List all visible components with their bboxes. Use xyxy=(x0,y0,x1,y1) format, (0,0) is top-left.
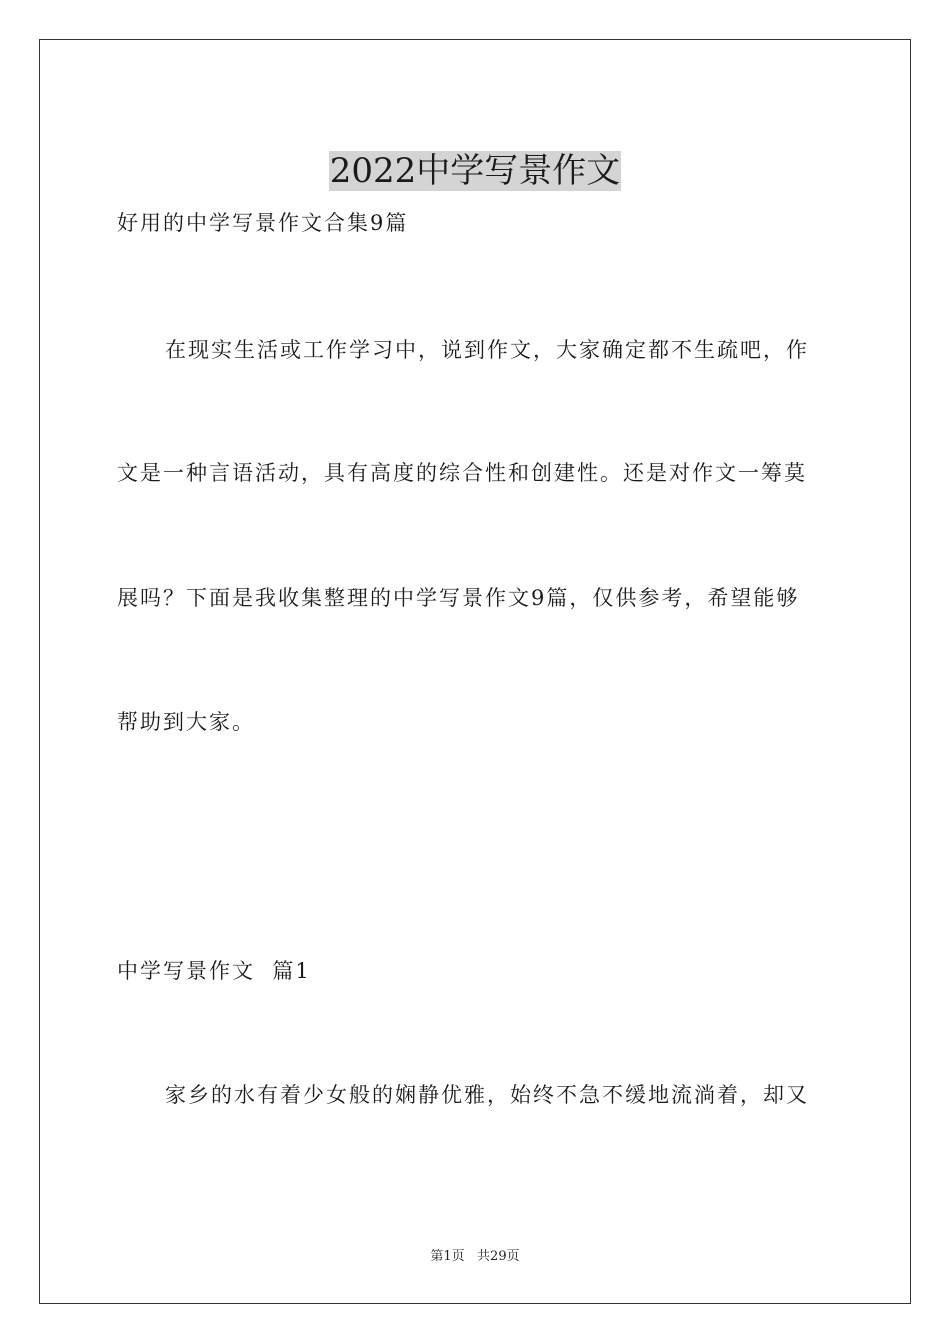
intro-paragraph-line: 文是一种言语活动，具有高度的综合性和创建性。还是对作文一筹莫 xyxy=(117,461,807,485)
document-title: 2022中学写景作文 xyxy=(329,150,621,191)
page-footer: 第1页 共29页 xyxy=(430,1249,520,1264)
document-subtitle: 好用的中学写景作文合集9篇 xyxy=(117,211,409,235)
section-paragraph-line: 家乡的水有着少女般的娴静优雅，始终不急不缓地流淌着，却又 xyxy=(165,1083,809,1107)
intro-paragraph-line: 展吗？下面是我收集整理的中学写景作文9篇，仅供参考，希望能够 xyxy=(117,586,800,610)
section-heading: 中学写景作文 篇1 xyxy=(117,959,311,983)
intro-paragraph-line: 在现实生活或工作学习中，说到作文，大家确定都不生疏吧，作 xyxy=(165,338,809,362)
intro-paragraph-line: 帮助到大家。 xyxy=(117,710,255,734)
